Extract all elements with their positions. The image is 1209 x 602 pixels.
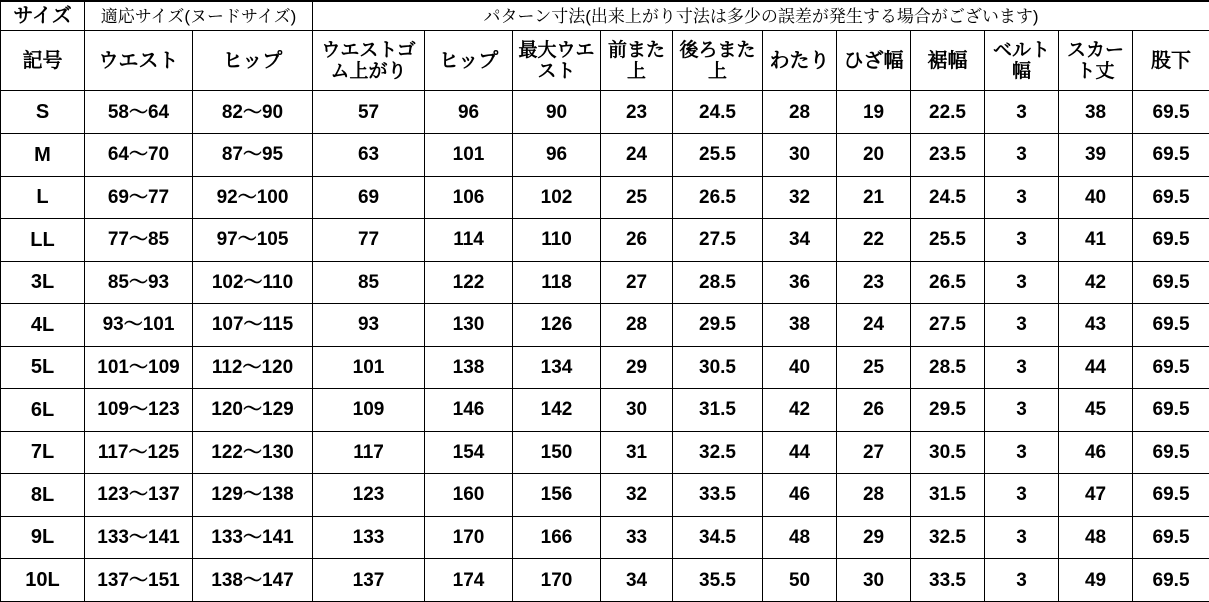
cell-knee-width: 26 — [837, 389, 911, 432]
cell-inseam: 69.5 — [1133, 219, 1209, 262]
cell-knee-width: 23 — [837, 261, 911, 304]
table-row — [1, 389, 1209, 432]
cell-back-rise: 27.5 — [673, 219, 763, 262]
table-row — [1, 474, 1209, 517]
cell-back-rise: 34.5 — [673, 516, 763, 559]
cell-front-rise: 25 — [601, 176, 673, 219]
table-row — [1, 431, 1209, 474]
cell-waist: 85〜93 — [85, 261, 193, 304]
cell-inseam: 69.5 — [1133, 304, 1209, 347]
cell-max-waist: 156 — [513, 474, 601, 517]
cell-max-waist: 134 — [513, 346, 601, 389]
column-header-front-rise: 前また上 — [601, 31, 673, 91]
cell-code: 4L — [1, 304, 85, 347]
table-row — [1, 304, 1209, 347]
cell-hip: 129〜138 — [193, 474, 313, 517]
cell-back-rise: 25.5 — [673, 134, 763, 177]
cell-waist: 109〜123 — [85, 389, 193, 432]
cell-max-waist: 170 — [513, 559, 601, 602]
cell-belt-width: 3 — [985, 304, 1059, 347]
cell-belt-width: 3 — [985, 91, 1059, 134]
cell-waist: 117〜125 — [85, 431, 193, 474]
cell-back-rise: 35.5 — [673, 559, 763, 602]
cell-code: 9L — [1, 516, 85, 559]
cell-belt-width: 3 — [985, 261, 1059, 304]
cell-belt-width: 3 — [985, 176, 1059, 219]
cell-waist-elastic: 123 — [313, 474, 425, 517]
cell-hip: 122〜130 — [193, 431, 313, 474]
cell-hem-width: 33.5 — [911, 559, 985, 602]
cell-hip: 102〜110 — [193, 261, 313, 304]
cell-hip: 107〜115 — [193, 304, 313, 347]
cell-hem-width: 32.5 — [911, 516, 985, 559]
cell-belt-width: 3 — [985, 559, 1059, 602]
table-row — [1, 261, 1209, 304]
cell-waist: 93〜101 — [85, 304, 193, 347]
cell-pattern-hip: 114 — [425, 219, 513, 262]
cell-inseam: 69.5 — [1133, 474, 1209, 517]
cell-code: S — [1, 91, 85, 134]
column-header-hip: ヒップ — [193, 31, 313, 91]
cell-waist-elastic: 77 — [313, 219, 425, 262]
cell-inseam: 69.5 — [1133, 389, 1209, 432]
cell-knee-width: 20 — [837, 134, 911, 177]
cell-thigh: 32 — [763, 176, 837, 219]
cell-front-rise: 31 — [601, 431, 673, 474]
cell-back-rise: 29.5 — [673, 304, 763, 347]
cell-max-waist: 142 — [513, 389, 601, 432]
cell-code: LL — [1, 219, 85, 262]
cell-max-waist: 90 — [513, 91, 601, 134]
column-header-inseam: 股下 — [1133, 31, 1209, 91]
cell-waist-elastic: 85 — [313, 261, 425, 304]
cell-skirt-length: 44 — [1059, 346, 1133, 389]
cell-code: 5L — [1, 346, 85, 389]
cell-waist-elastic: 63 — [313, 134, 425, 177]
cell-hem-width: 29.5 — [911, 389, 985, 432]
cell-belt-width: 3 — [985, 431, 1059, 474]
cell-waist-elastic: 109 — [313, 389, 425, 432]
cell-front-rise: 28 — [601, 304, 673, 347]
column-header-pattern-hip: ヒップ — [425, 31, 513, 91]
column-header-max-waist: 最大ウエスト — [513, 31, 601, 91]
cell-max-waist: 102 — [513, 176, 601, 219]
cell-hip: 112〜120 — [193, 346, 313, 389]
cell-pattern-hip: 146 — [425, 389, 513, 432]
cell-waist: 101〜109 — [85, 346, 193, 389]
cell-pattern-hip: 160 — [425, 474, 513, 517]
cell-knee-width: 27 — [837, 431, 911, 474]
cell-waist: 133〜141 — [85, 516, 193, 559]
cell-waist-elastic: 137 — [313, 559, 425, 602]
cell-hip: 87〜95 — [193, 134, 313, 177]
cell-waist-elastic: 93 — [313, 304, 425, 347]
cell-waist: 64〜70 — [85, 134, 193, 177]
cell-hip: 138〜147 — [193, 559, 313, 602]
cell-skirt-length: 43 — [1059, 304, 1133, 347]
cell-pattern-hip: 130 — [425, 304, 513, 347]
cell-front-rise: 30 — [601, 389, 673, 432]
cell-code: L — [1, 176, 85, 219]
cell-belt-width: 3 — [985, 219, 1059, 262]
cell-hem-width: 26.5 — [911, 261, 985, 304]
cell-thigh: 44 — [763, 431, 837, 474]
table-row — [1, 176, 1209, 219]
cell-waist-elastic: 101 — [313, 346, 425, 389]
cell-belt-width: 3 — [985, 516, 1059, 559]
cell-code: 6L — [1, 389, 85, 432]
cell-max-waist: 96 — [513, 134, 601, 177]
cell-thigh: 48 — [763, 516, 837, 559]
cell-skirt-length: 42 — [1059, 261, 1133, 304]
column-header-code: 記号 — [1, 31, 85, 91]
column-header-waist-elastic: ウエストゴム上がり — [313, 31, 425, 91]
group-header-pattern: パターン寸法(出来上がり寸法は多少の誤差が発生する場合がございます) — [313, 1, 1209, 31]
cell-pattern-hip: 170 — [425, 516, 513, 559]
cell-pattern-hip: 122 — [425, 261, 513, 304]
cell-back-rise: 30.5 — [673, 346, 763, 389]
cell-hem-width: 31.5 — [911, 474, 985, 517]
cell-hip: 97〜105 — [193, 219, 313, 262]
column-header-thigh: わたり — [763, 31, 837, 91]
cell-hem-width: 27.5 — [911, 304, 985, 347]
cell-skirt-length: 48 — [1059, 516, 1133, 559]
cell-knee-width: 22 — [837, 219, 911, 262]
cell-front-rise: 29 — [601, 346, 673, 389]
cell-inseam: 69.5 — [1133, 91, 1209, 134]
table-row — [1, 346, 1209, 389]
cell-front-rise: 32 — [601, 474, 673, 517]
cell-waist: 123〜137 — [85, 474, 193, 517]
cell-belt-width: 3 — [985, 134, 1059, 177]
cell-inseam: 69.5 — [1133, 261, 1209, 304]
cell-knee-width: 30 — [837, 559, 911, 602]
cell-waist: 69〜77 — [85, 176, 193, 219]
cell-hip: 82〜90 — [193, 91, 313, 134]
cell-belt-width: 3 — [985, 346, 1059, 389]
cell-inseam: 69.5 — [1133, 346, 1209, 389]
cell-thigh: 42 — [763, 389, 837, 432]
cell-knee-width: 24 — [837, 304, 911, 347]
table-row — [1, 559, 1209, 602]
cell-waist: 58〜64 — [85, 91, 193, 134]
cell-hem-width: 25.5 — [911, 219, 985, 262]
cell-front-rise: 33 — [601, 516, 673, 559]
cell-thigh: 30 — [763, 134, 837, 177]
cell-thigh: 34 — [763, 219, 837, 262]
table-row — [1, 516, 1209, 559]
cell-skirt-length: 39 — [1059, 134, 1133, 177]
cell-pattern-hip: 154 — [425, 431, 513, 474]
cell-max-waist: 166 — [513, 516, 601, 559]
cell-back-rise: 28.5 — [673, 261, 763, 304]
cell-thigh: 36 — [763, 261, 837, 304]
cell-thigh: 38 — [763, 304, 837, 347]
cell-inseam: 69.5 — [1133, 559, 1209, 602]
cell-code: 8L — [1, 474, 85, 517]
cell-thigh: 46 — [763, 474, 837, 517]
cell-waist-elastic: 69 — [313, 176, 425, 219]
table-row — [1, 219, 1209, 262]
cell-thigh: 40 — [763, 346, 837, 389]
column-header-back-rise: 後ろまた上 — [673, 31, 763, 91]
cell-knee-width: 19 — [837, 91, 911, 134]
column-header-belt-width: ベルト幅 — [985, 31, 1059, 91]
group-header-size: サイズ — [1, 1, 85, 31]
cell-belt-width: 3 — [985, 474, 1059, 517]
cell-knee-width: 25 — [837, 346, 911, 389]
cell-code: 3L — [1, 261, 85, 304]
cell-pattern-hip: 106 — [425, 176, 513, 219]
cell-inseam: 69.5 — [1133, 134, 1209, 177]
cell-back-rise: 33.5 — [673, 474, 763, 517]
cell-waist-elastic: 57 — [313, 91, 425, 134]
cell-pattern-hip: 138 — [425, 346, 513, 389]
cell-waist: 77〜85 — [85, 219, 193, 262]
cell-max-waist: 150 — [513, 431, 601, 474]
cell-thigh: 50 — [763, 559, 837, 602]
table-row — [1, 91, 1209, 134]
cell-skirt-length: 45 — [1059, 389, 1133, 432]
cell-knee-width: 21 — [837, 176, 911, 219]
cell-hem-width: 22.5 — [911, 91, 985, 134]
column-header-row — [1, 31, 1209, 91]
cell-max-waist: 126 — [513, 304, 601, 347]
cell-belt-width: 3 — [985, 389, 1059, 432]
cell-waist-elastic: 133 — [313, 516, 425, 559]
cell-back-rise: 31.5 — [673, 389, 763, 432]
column-header-knee-width: ひざ幅 — [837, 31, 911, 91]
cell-skirt-length: 46 — [1059, 431, 1133, 474]
cell-back-rise: 26.5 — [673, 176, 763, 219]
cell-max-waist: 110 — [513, 219, 601, 262]
cell-waist-elastic: 117 — [313, 431, 425, 474]
cell-inseam: 69.5 — [1133, 431, 1209, 474]
cell-skirt-length: 49 — [1059, 559, 1133, 602]
cell-hem-width: 28.5 — [911, 346, 985, 389]
cell-knee-width: 29 — [837, 516, 911, 559]
column-header-waist: ウエスト — [85, 31, 193, 91]
cell-hem-width: 24.5 — [911, 176, 985, 219]
cell-hip: 92〜100 — [193, 176, 313, 219]
group-header-fit: 適応サイズ(ヌードサイズ) — [85, 1, 313, 31]
cell-pattern-hip: 96 — [425, 91, 513, 134]
cell-front-rise: 24 — [601, 134, 673, 177]
cell-back-rise: 32.5 — [673, 431, 763, 474]
cell-skirt-length: 38 — [1059, 91, 1133, 134]
cell-max-waist: 118 — [513, 261, 601, 304]
cell-thigh: 28 — [763, 91, 837, 134]
cell-inseam: 69.5 — [1133, 176, 1209, 219]
cell-pattern-hip: 174 — [425, 559, 513, 602]
table-row — [1, 134, 1209, 177]
cell-back-rise: 24.5 — [673, 91, 763, 134]
cell-front-rise: 26 — [601, 219, 673, 262]
column-header-hem-width: 裾幅 — [911, 31, 985, 91]
column-header-skirt-length: スカート丈 — [1059, 31, 1133, 91]
cell-knee-width: 28 — [837, 474, 911, 517]
cell-front-rise: 27 — [601, 261, 673, 304]
cell-front-rise: 34 — [601, 559, 673, 602]
cell-code: 10L — [1, 559, 85, 602]
cell-skirt-length: 41 — [1059, 219, 1133, 262]
cell-front-rise: 23 — [601, 91, 673, 134]
cell-hem-width: 30.5 — [911, 431, 985, 474]
cell-inseam: 69.5 — [1133, 516, 1209, 559]
cell-pattern-hip: 101 — [425, 134, 513, 177]
cell-code: M — [1, 134, 85, 177]
cell-waist: 137〜151 — [85, 559, 193, 602]
cell-hip: 120〜129 — [193, 389, 313, 432]
cell-hem-width: 23.5 — [911, 134, 985, 177]
cell-skirt-length: 47 — [1059, 474, 1133, 517]
cell-code: 7L — [1, 431, 85, 474]
group-header-row — [1, 1, 1209, 31]
cell-hip: 133〜141 — [193, 516, 313, 559]
cell-skirt-length: 40 — [1059, 176, 1133, 219]
